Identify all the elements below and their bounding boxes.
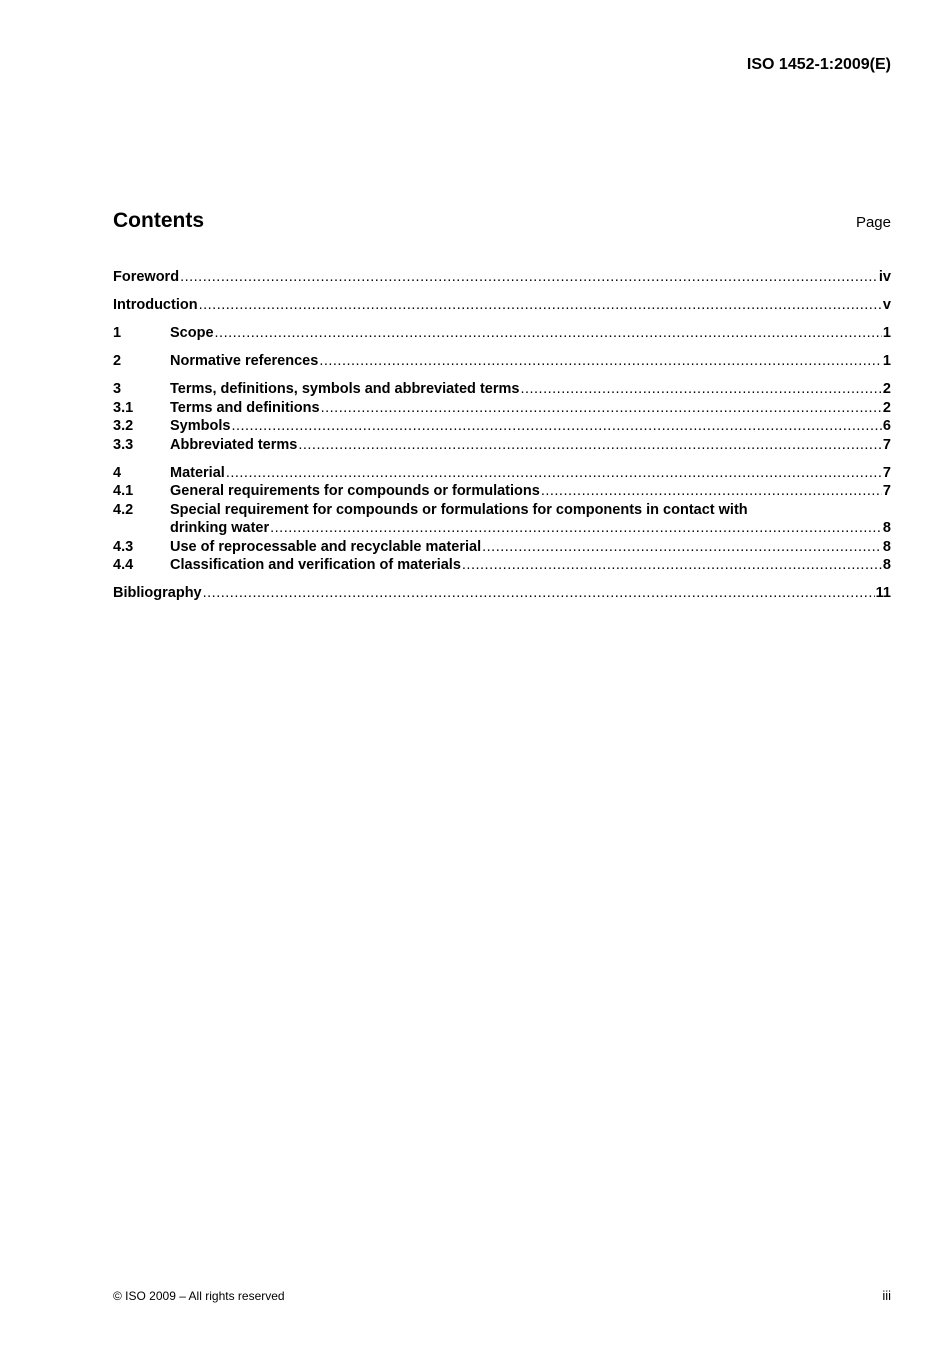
page-number: iii bbox=[882, 1288, 891, 1303]
toc-entry-continuation[interactable] bbox=[113, 519, 891, 538]
toc-entry[interactable] bbox=[113, 538, 891, 557]
dot-leader bbox=[215, 324, 882, 343]
toc-entry[interactable] bbox=[113, 464, 891, 483]
toc-entry-page: 7 bbox=[882, 464, 891, 481]
toc-group bbox=[113, 584, 891, 603]
dot-leader bbox=[482, 538, 882, 557]
toc-entry-page: 7 bbox=[882, 483, 891, 499]
toc-entry-number: 4.3 bbox=[113, 538, 134, 555]
toc-entry[interactable] bbox=[113, 268, 891, 287]
toc-entry-title: Introduction bbox=[113, 297, 198, 313]
toc-entry[interactable] bbox=[113, 501, 891, 520]
toc-entry[interactable] bbox=[113, 324, 891, 343]
toc-entry-page: iv bbox=[878, 269, 891, 285]
toc-entry-title: Terms and definitions bbox=[170, 399, 320, 416]
toc-entry-page: 6 bbox=[882, 418, 891, 434]
page-column-label: Page bbox=[855, 214, 891, 231]
toc-entry-title: Bibliography bbox=[113, 585, 202, 601]
toc-group bbox=[113, 268, 891, 287]
toc-group bbox=[113, 296, 891, 315]
toc-entry-page: 7 bbox=[882, 436, 891, 453]
toc-entry-number: 3.1 bbox=[113, 399, 134, 416]
toc-entry-number: 4.2 bbox=[113, 501, 134, 518]
toc-entry-page: 8 bbox=[882, 520, 891, 536]
contents-title: Contents bbox=[113, 209, 204, 232]
toc-entry-title-continued: drinking water bbox=[170, 520, 270, 536]
toc-entry-number: 3 bbox=[113, 381, 122, 397]
toc-entry[interactable] bbox=[113, 417, 891, 436]
copyright-notice: © ISO 2009 – All rights reserved bbox=[113, 1289, 285, 1303]
toc-entry-title: Terms, definitions, symbols and abbreviated terms bbox=[170, 381, 520, 397]
toc-entry-number: 1 bbox=[113, 325, 122, 341]
toc-entry-page: 8 bbox=[882, 557, 891, 573]
page-footer bbox=[113, 1288, 891, 1303]
dot-leader bbox=[180, 268, 878, 287]
dot-leader bbox=[298, 436, 882, 455]
toc-group bbox=[113, 380, 891, 454]
toc-entry-number: 4.1 bbox=[113, 483, 134, 499]
toc-entry-number: 4 bbox=[113, 464, 122, 481]
toc-entry-title: Abbreviated terms bbox=[170, 436, 298, 453]
dot-leader bbox=[541, 482, 882, 501]
toc-group bbox=[113, 352, 891, 371]
toc-entry-title: Symbols bbox=[170, 418, 231, 434]
toc-entry-title: Material bbox=[170, 464, 225, 481]
toc-entry-page: 2 bbox=[882, 381, 891, 397]
toc-entry[interactable] bbox=[113, 399, 891, 418]
toc-entry-number: 3.3 bbox=[113, 436, 134, 453]
toc-entry[interactable] bbox=[113, 380, 891, 399]
dot-leader bbox=[226, 464, 882, 483]
toc-entry[interactable] bbox=[113, 584, 891, 603]
dot-leader bbox=[270, 519, 882, 538]
toc-group bbox=[113, 324, 891, 343]
toc-entry[interactable] bbox=[113, 436, 891, 455]
toc-entry-number: 2 bbox=[113, 353, 122, 369]
dot-leader bbox=[231, 417, 881, 436]
toc-entry-title: Normative references bbox=[170, 353, 319, 369]
toc-entry-title: Use of reprocessable and recyclable material bbox=[170, 538, 482, 555]
toc-entry[interactable] bbox=[113, 482, 891, 501]
dot-leader bbox=[319, 352, 882, 371]
dot-leader bbox=[520, 380, 881, 399]
toc-entry-page: 1 bbox=[882, 353, 891, 369]
toc-entry-title: Special requirement for compounds or formulations for components in contact with bbox=[170, 501, 748, 518]
toc-entry-number: 4.4 bbox=[113, 557, 134, 573]
contents-header bbox=[113, 209, 891, 233]
toc-entry-page: 8 bbox=[882, 538, 891, 555]
dot-leader bbox=[199, 296, 882, 315]
dot-leader bbox=[462, 556, 882, 575]
toc-entry-title: Classification and verification of materials bbox=[170, 557, 461, 573]
dot-leader bbox=[321, 399, 882, 418]
toc-entry-title: Foreword bbox=[113, 269, 180, 285]
toc-entry-number: 3.2 bbox=[113, 418, 134, 434]
toc-entry-page: 1 bbox=[882, 325, 891, 341]
toc-entry[interactable] bbox=[113, 556, 891, 575]
toc-entry[interactable] bbox=[113, 296, 891, 315]
toc-entry-page: 11 bbox=[875, 585, 891, 601]
toc-group bbox=[113, 464, 891, 575]
toc-entry-title: Scope bbox=[170, 325, 214, 341]
toc-entry-page: 2 bbox=[882, 399, 891, 416]
toc-entry-page: v bbox=[882, 297, 891, 313]
dot-leader bbox=[203, 584, 875, 603]
toc-entry-title: General requirements for compounds or formulations bbox=[170, 483, 540, 499]
toc-entry[interactable] bbox=[113, 352, 891, 371]
table-of-contents bbox=[113, 268, 891, 612]
document-id: ISO 1452-1:2009(E) bbox=[746, 56, 891, 73]
